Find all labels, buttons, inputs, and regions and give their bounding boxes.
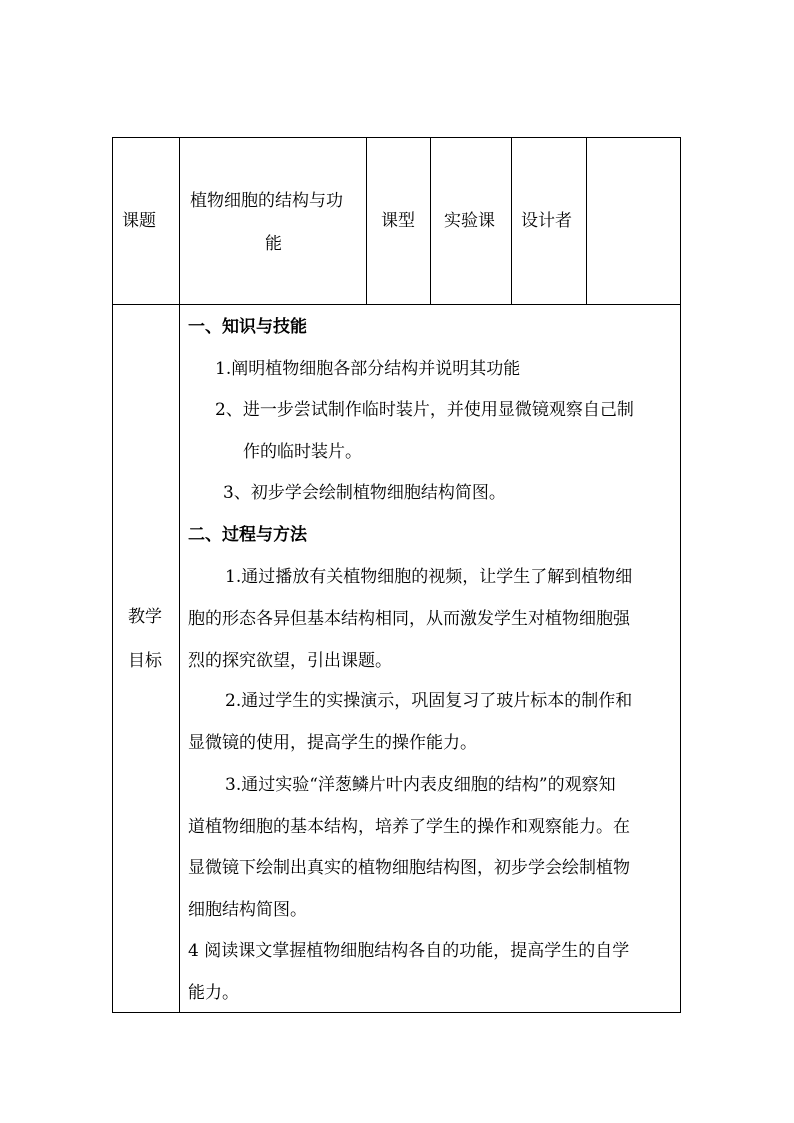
objective-line: 1.阐明植物细胞各部分结构并说明其功能 bbox=[215, 359, 521, 379]
topic-value-cont: 能 bbox=[265, 234, 282, 254]
table-border-top bbox=[112, 137, 681, 138]
table-col-divider bbox=[586, 137, 587, 305]
table-col-divider bbox=[511, 137, 512, 305]
objective-line: 3.通过实验“洋葱鳞片叶内表皮细胞的结构”的观察知 bbox=[225, 775, 616, 795]
objective-line: 道植物细胞的基本结构，培养了学生的操作和观察能力。在 bbox=[188, 817, 630, 837]
objective-line: 显微镜下绘制出真实的植物细胞结构图，初步学会绘制植物 bbox=[188, 858, 630, 878]
objective-line: 显微镜的使用，提高学生的操作能力。 bbox=[188, 733, 477, 753]
objectives-label: 教学 bbox=[128, 607, 162, 627]
objective-line: 2、进一步尝试制作临时装片，并使用显微镜观察自己制 bbox=[215, 400, 634, 420]
objective-line: 烈的探究欲望，引出课题。 bbox=[188, 651, 392, 671]
objective-line: 3、初步学会绘制植物细胞结构简图。 bbox=[223, 483, 506, 503]
section-heading-knowledge: 一、知识与技能 bbox=[188, 317, 307, 337]
objective-line: 细胞结构简图。 bbox=[188, 900, 307, 920]
objectives-label-cont: 目标 bbox=[128, 651, 162, 671]
objective-line: 能力。 bbox=[188, 983, 239, 1003]
table-col-divider bbox=[179, 137, 180, 1013]
objective-line: 2.通过学生的实操演示，巩固复习了玻片标本的制作和 bbox=[225, 691, 633, 711]
objective-line: 1.通过播放有关植物细胞的视频，让学生了解到植物细 bbox=[225, 567, 633, 587]
table-col-divider bbox=[430, 137, 431, 305]
table-border-right bbox=[680, 137, 681, 1013]
type-value: 实验课 bbox=[444, 211, 495, 231]
designer-label: 设计者 bbox=[521, 211, 572, 231]
objective-line: 4 阅读课文掌握植物细胞结构各自的功能，提高学生的自学 bbox=[188, 941, 630, 961]
objective-line: 胞的形态各异但基本结构相同，从而激发学生对植物细胞强 bbox=[188, 609, 630, 629]
table-row-divider bbox=[112, 304, 681, 305]
topic-label: 课题 bbox=[122, 211, 156, 231]
type-label: 课型 bbox=[381, 211, 415, 231]
objective-line: 作的临时装片。 bbox=[243, 442, 362, 462]
table-border-left bbox=[112, 137, 113, 1013]
section-heading-process: 二、过程与方法 bbox=[188, 525, 307, 545]
table-border-bottom bbox=[112, 1012, 681, 1013]
topic-value: 植物细胞的结构与功 bbox=[190, 191, 343, 211]
table-col-divider bbox=[366, 137, 367, 305]
